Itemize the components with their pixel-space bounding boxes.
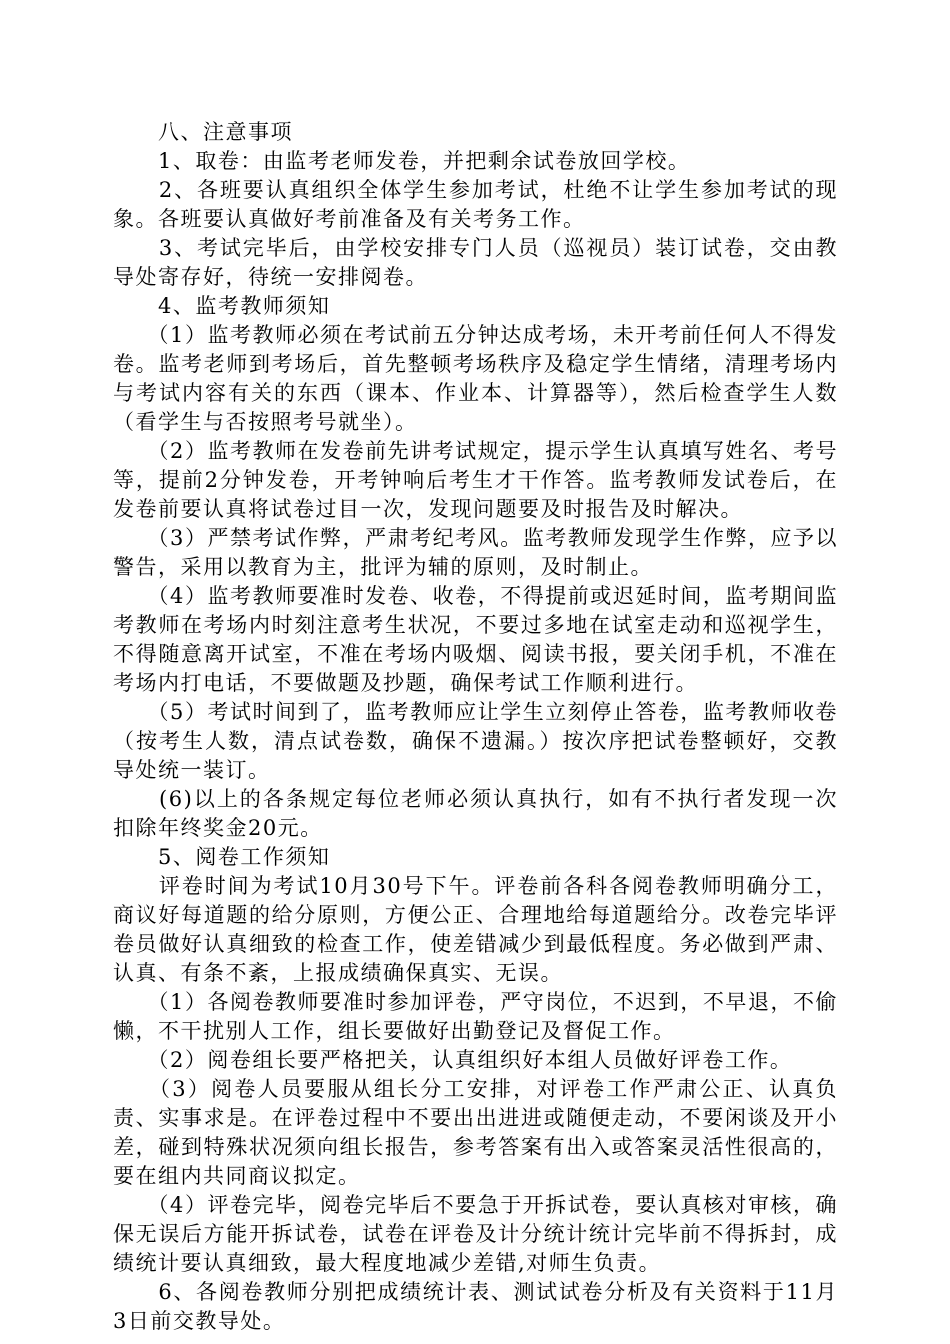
section-heading-notes: 八、注意事项 xyxy=(113,120,293,144)
proctor-rule-1: （1）监考教师必须在考试前五分钟达成考场，未开考前任何人不得发卷。监考老师到考场后，首先整顿考场秩序及稳定学生情绪，清理考场内与考试内容有关的东西（课本、作业本、计算器等），然后检查学生人数（看学生与否按照考号就坐）。 xyxy=(113,323,838,434)
proctor-rule-6: (6)以上的各条规定每位老师必须认真执行，如有不执行者发现一次扣除年终奖金20元。 xyxy=(113,787,838,840)
grading-rule-1: （1）各阅卷教师要准时参加评卷，严守岗位，不迟到，不早退，不偷懒，不干扰别人工作，组长要做好出勤登记及督促工作。 xyxy=(113,990,838,1043)
section-heading-proctor: 4、监考教师须知 xyxy=(113,294,331,318)
proctor-rule-5: （5）考试时间到了，监考教师应让学生立刻停止答卷，监考教师收卷（按考生人数，清点试卷数，确保不遗漏。）按次序把试卷整顿好，交教导处统一装订。 xyxy=(113,700,838,782)
grading-rule-2: （2）阅卷组长要严格把关，认真组织好本组人员做好评卷工作。 xyxy=(113,1048,793,1072)
note-item-1: 1、取卷：由监考老师发卷，并把剩余试卷放回学校。 xyxy=(113,149,691,173)
grading-rule-4: （4）评卷完毕，阅卷完毕后不要急于开拆试卷，要认真核对审核，确保无误后方能开拆试卷，试卷在评卷及计分统计统计完毕前不得拆封，成绩统计要认真细致，最大程度地减少差错,对师生负责。 xyxy=(113,1193,838,1275)
grading-rule-3: （3）阅卷人员要服从组长分工安排，对评卷工作严肃公正、认真负责、实事求是。在评卷过程中不要出出进进或随便走动，不要闲谈及开小差，碰到特殊状况须向组长报告，参考答案有出入或答案灵活性很高的，要在组内共同商议拟定。 xyxy=(113,1077,838,1188)
section-heading-grading: 5、阅卷工作须知 xyxy=(113,845,331,869)
document-body xyxy=(113,118,838,1336)
note-item-6: 6、各阅卷教师分别把成绩统计表、测试试卷分析及有关资料于11月3日前交教导处。 xyxy=(113,1280,838,1333)
grading-intro: 评卷时间为考试10月30号下午。评卷前各科各阅卷教师明确分工，商议好每道题的给分原则，方便公正、合理地给每道题给分。改卷完毕评卷员做好认真细致的检查工作，使差错减少到最低程度。务必做到严肃、认真、有条不紊，上报成绩确保真实、无误。 xyxy=(113,874,838,985)
proctor-rule-3: （3）严禁考试作弊，严肃考纪考风。监考教师发现学生作弊，应予以警告，采用以教育为主，批评为辅的原则，及时制止。 xyxy=(113,526,838,579)
proctor-rule-2: （2）监考教师在发卷前先讲考试规定，提示学生认真填写姓名、考号等，提前2分钟发卷，开考钟响后考生才干作答。监考教师发试卷后，在发卷前要认真将试卷过目一次，发现问题要及时报告及时解决。 xyxy=(113,439,838,521)
note-item-3: 3、考试完毕后，由学校安排专门人员（巡视员）装订试卷，交由教导处寄存好，待统一安排阅卷。 xyxy=(113,236,838,289)
proctor-rule-4: （4）监考教师要准时发卷、收卷，不得提前或迟延时间，监考期间监考教师在考场内时刻注意考生状况，不要过多地在试室走动和巡视学生，不得随意离开试室，不准在考场内吸烟、阅读书报，要关闭手机，不准在考场内打电话，不要做题及抄题，确保考试工作顺利进行。 xyxy=(113,584,838,695)
note-item-2: 2、各班要认真组织全体学生参加考试，杜绝不让学生参加考试的现象。各班要认真做好考前准备及有关考务工作。 xyxy=(113,178,838,231)
